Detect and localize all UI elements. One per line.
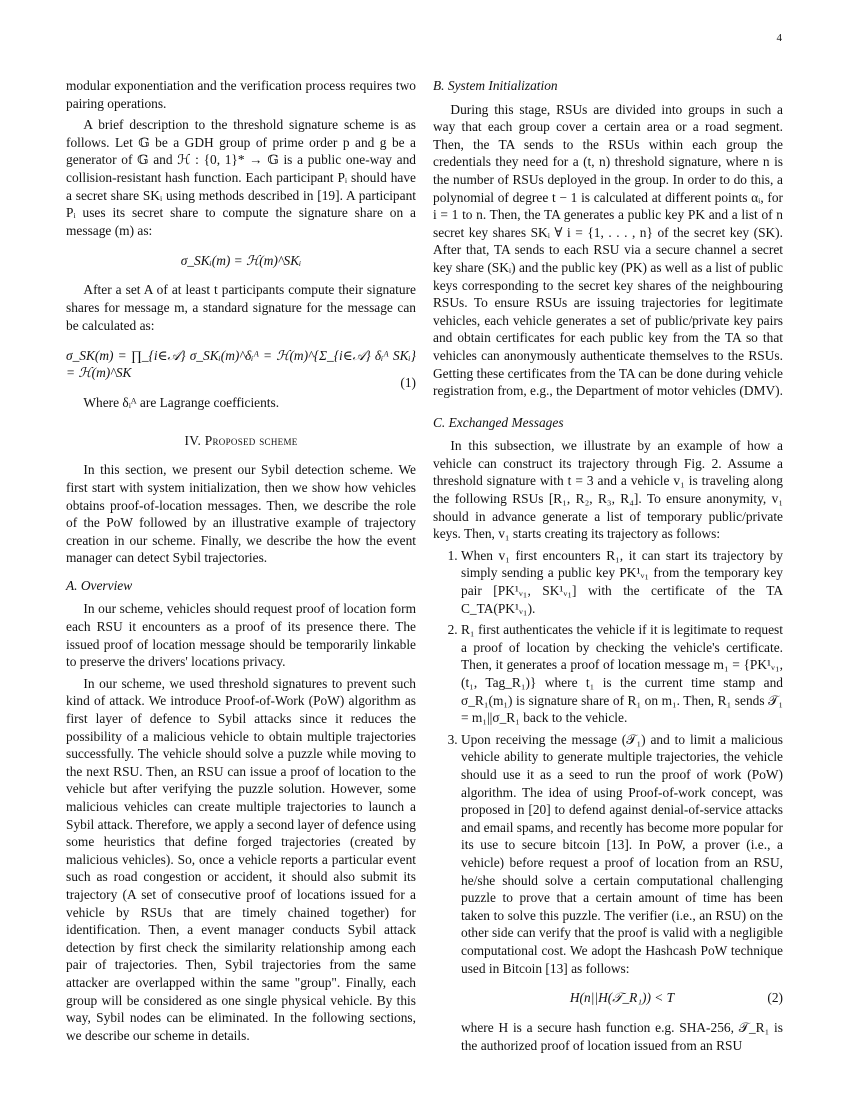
trajectory-steps-list [433, 547, 783, 1054]
paragraph-pairing: modular exponentiation and the verification process requires two pairing operations. [66, 78, 416, 111]
list-item: 1. When v₁ first encounters R₁, it can start its trajectory by simply sending a public key PK¹ᵥ₁ from the temporary key pair [PK¹ᵥ₁, SK¹ᵥ₁] with the certificate of the TA C_TA(PK¹ᵥ₁). [461, 547, 783, 617]
left-column [66, 77, 416, 1048]
paragraph-threshold-description: A brief description to the threshold signature scheme is as follows. Let 𝔾 be a GDH group of prime order p and g be a generator of 𝔾 and ℋ : {0, 1}* → 𝔾 is a public one-way and collision-resistant hash function. Each participant Pᵢ should have a secret share SKᵢ using methods described in [19]. A participant Pᵢ uses its secret share to compute the signature share on a message (m) as: [66, 117, 416, 238]
list-item [461, 731, 783, 1055]
equation-1 [66, 344, 416, 391]
section-heading: IV. Proposed scheme [184, 432, 298, 448]
subsection-heading-exchanged-messages: C. Exchanged Messages [433, 414, 564, 430]
paragraph-standard-signature: After a set A of at least t participants compute their signature shares for message m, a standard signature for the message can be calculated as: [66, 282, 416, 333]
equation-number: (2) [767, 990, 783, 1006]
paragraph-overview-1: In our scheme, vehicles should request proof of location form each RSU it encounters as a proof of its presence there. The issued proof of location message should be temporarily linkable to preserve the drivers' locations privacy. [66, 601, 416, 670]
page-number: 4 [776, 32, 782, 44]
list-item-text: Upon receiving the message (𝒯₁) and to limit a malicious vehicle ability to generate multiple trajectories, the vehicle should use it as a seed to run the proof of work (PoW) algorithm. The idea of using Proof-of-work concept, was proposed in [20] to defend against denial-of-service attacks and email spams, and recently has become more popular for its use to secure bitcoin [13]. In PoW, a prover (i.e., a vehicle) before request a proof of location from an RSU, he/she should solve a certain computational challenging puzzle to prove that a certain amount of time has been taken to solve this puzzle. The verifier (i.e., an RSU) on the other side can verify that the proof is valid with a negligible computational cost. We adopt the Hashcash PoW technique used in Bitcoin [13] as follows: [461, 731, 784, 976]
equation-signature-share [66, 249, 416, 271]
subsection-heading-system-init: B. System Initialization [433, 78, 558, 93]
paragraph-system-init: During this stage, RSUs are divided into groups in such a way that each group cover a certain area or a road segment. Then, the TA sends to the RSUs within each group the credentials they need for a (t, n) threshold signature, where n is the number of RSUs deployed in the group. In order to do this, a polynomial of degree t − 1 is calculated at different points αᵢ, for i = 1 to n. Then, the TA generates a public key PK and a list of n secret key shares SKᵢ ∀ i = {1, . . . , n} of the secret key (SK). After that, TA sends to each RSU via a secure channel a secret key share (SKᵢ) and the public key (PK) as well as a list of public keys corresponding to the secret key shares of the neighbouring RSUs. To ensure RSUs are issuing trajectories for legitimate vehicles, each vehicle generates a set of public/private key pairs and obtain certificates for each public key from the TA so that vehicles can anonymously authenticate themselves to the RSUs. Getting these certificates from the TA can be done during vehicle registration from, e.g., the Department of motor vehicles (DMV). [433, 101, 783, 399]
equation-number: (1) [400, 375, 416, 391]
equation-text: σ_SKᵢ(m) = ℋ(m)^SKᵢ [180, 252, 302, 268]
paragraph-overview-2: In our scheme, we used threshold signatures to prevent such kind of attack. We introduce Proof-of-Work (PoW) algorithm as first layer of defence to Sybil attacks since it reduces the possibility of a malicious vehicle to obtain multiple trajectories successfully. The vehicle should solve a puzzle while moving to the next RSU. Then, an RSU can issue a proof of location to the vehicle but after verifying the puzzle solution. However, some malicious vehicles can create multiple trajectories to launch a Sybil attack. Therefore, we apply a second layer of defence using some heuristics that define forged trajectories (created by malicious vehicles). So, once a vehicle reports a particular event such as road congestion or accident, it should also submit its trajectory (A set of consecutive proof of locations issued for a vehicle by RSUs that are timely chained together) for identification. Then, a event manager conducts Sybil attack detection by first check the similarity relationship among each pair of trajectories. Then, Sybil trajectories from the same attacker are overlapped within the same "group". Finally, each group will be considered as one single physical vehicle. By this way, Sybil nodes can be eliminated. In the following sections, we describe our scheme in details. [66, 675, 417, 1043]
subsection-heading-overview: A. Overview [66, 577, 133, 593]
paragraph-hash-definition: where H is a secure hash function e.g. SHA-256, 𝒯_R₁ is the authorized proof of location issued from an RSU [461, 1020, 783, 1053]
paragraph-lagrange: Where δᵢᴬ are Lagrange coefficients. [83, 395, 280, 411]
equation-text: H(n||H(𝒯_R₁)) < T [569, 990, 675, 1006]
equation-text: σ_SK(m) = ∏_{i∈𝒜} σ_SKᵢ(m)^δᵢᴬ = ℋ(m)^{Σ_{i∈𝒜} δᵢᴬ SKᵢ} = ℋ(m)^SK [66, 347, 416, 381]
list-item: 2. R₁ first authenticates the vehicle if it is legitimate to request a proof of location by checking the vehicle's certificate. Then, it generates a proof of location message m₁ = {PK¹ᵥ₁, (t₁, Tag_R₁)} where t₁ is the current time stamp and σ_R₁(m₁) is signature share of R₁ on m₁. Then, R₁ sends 𝒯₁ = m₁||σ_R₁ back to the vehicle. [461, 621, 783, 727]
paragraph-exchanged-messages: In this subsection, we illustrate by an example of how a vehicle can construct its trajectory through Fig. 2. Assume a threshold signature with t = 3 and a vehicle v₁ is traveling along the following RSUs [R₁, R₂, R₃, R₄]. To ensure anonymity, v₁ should in advance generate a list of temporary public/private keys. Then, v₁ starts creating its trajectory as follows: [433, 438, 783, 542]
paragraph-section-intro: In this section, we present our Sybil detection scheme. We first start with system initialization, then we show how vehicles obtains proof-of-location messages. Then, we describe the role of the PoW followed by an illustrative example of trajectory creation in our scheme. Finally, we describe the how the event manager can detect Sybil trajectories. [66, 462, 416, 566]
equation-2 [461, 987, 783, 1009]
right-column [433, 77, 783, 1058]
